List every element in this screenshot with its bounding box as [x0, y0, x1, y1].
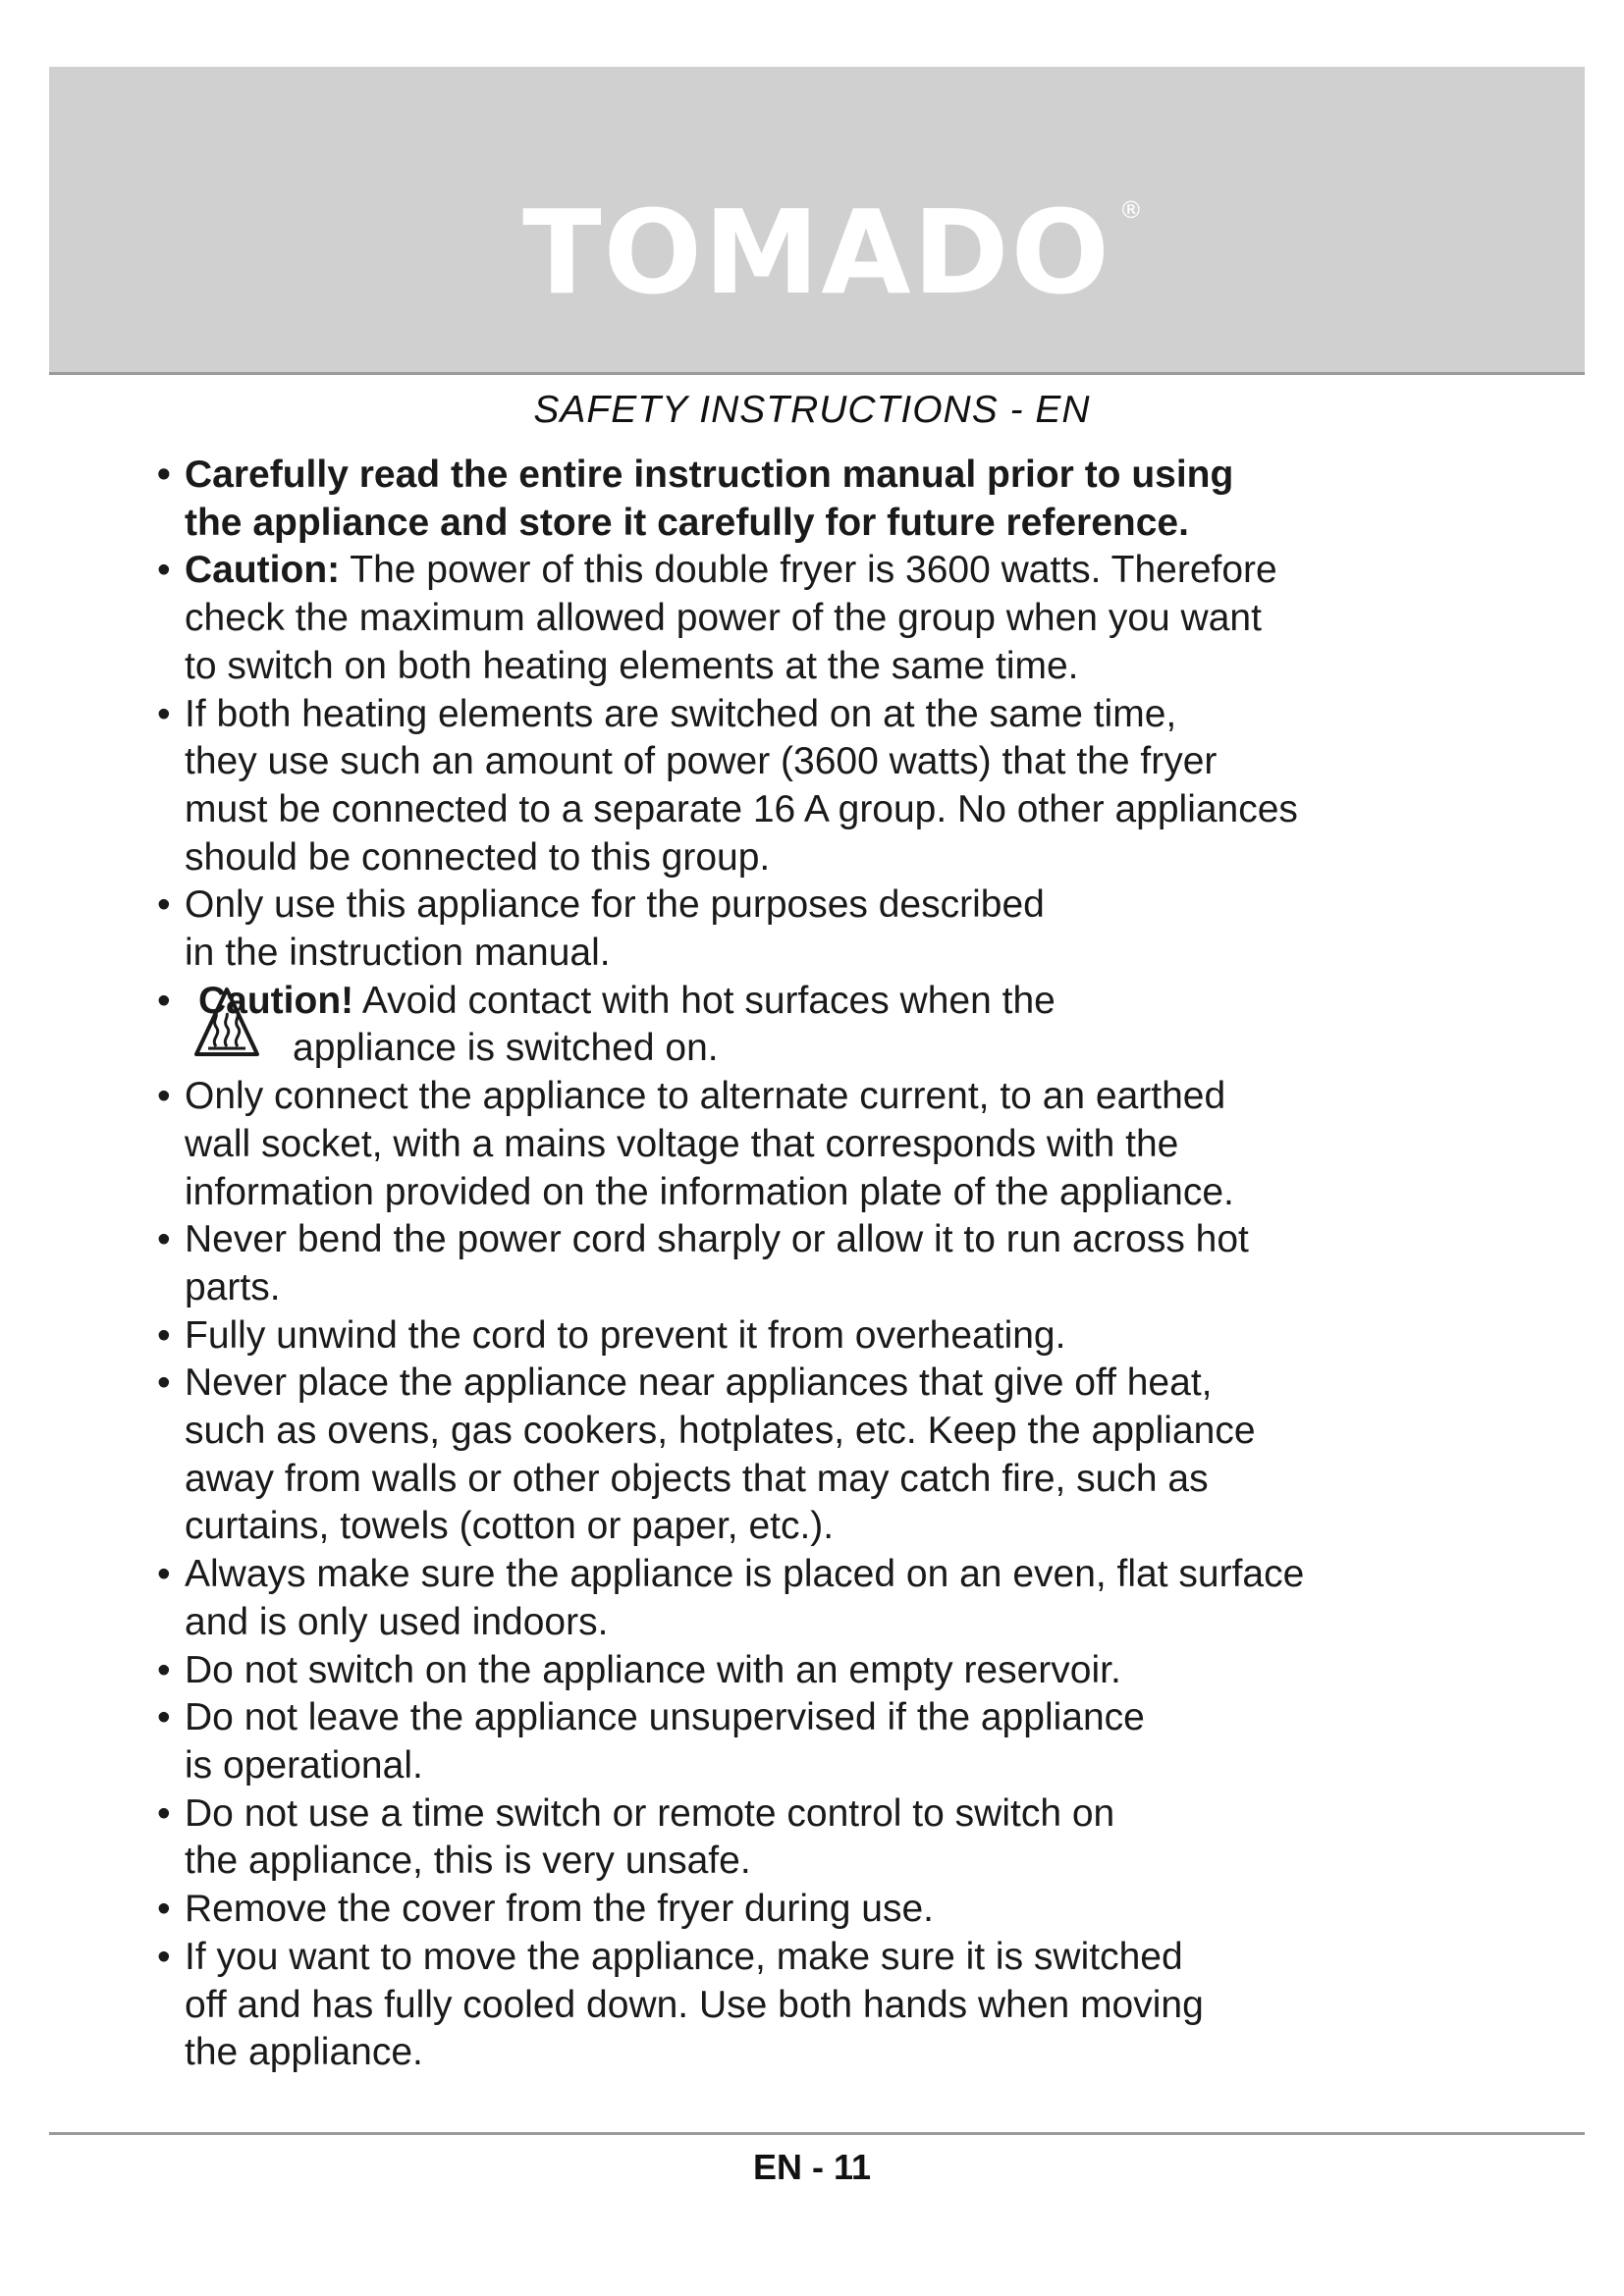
bullet: • — [157, 1696, 171, 1739]
list-item — [157, 1312, 1492, 1361]
list-item — [157, 1073, 1492, 1216]
item-line: information provided on the information plate of the appliance. — [185, 1170, 1234, 1213]
list-item — [157, 1934, 1492, 2077]
item-line: is operational. — [185, 1743, 423, 1787]
bullet: • — [157, 1935, 171, 1978]
item-line: and is only used indoors. — [185, 1600, 609, 1643]
list-item — [157, 547, 1492, 690]
item-line: Only connect the appliance to alternate current, to an earthed — [185, 1075, 1226, 1118]
registered-mark: ® — [1118, 196, 1145, 224]
bullet: • — [157, 1218, 171, 1261]
bullet: • — [157, 1888, 171, 1931]
item-line: the appliance. — [185, 2031, 423, 2074]
bullet: • — [157, 1313, 171, 1357]
page-title: SAFETY INSTRUCTIONS - EN — [533, 389, 1091, 431]
page-number: EN - 11 — [752, 2147, 872, 2187]
item-line: curtains, towels (cotton or paper, etc.). — [185, 1505, 835, 1548]
safety-instructions-list — [157, 452, 1492, 2077]
item-line: should be connected to this group. — [185, 835, 771, 879]
item-line: Never place the appliance near appliances that give off heat, — [185, 1362, 1213, 1405]
item-line: check the maximum allowed power of the group when you want — [185, 597, 1262, 640]
bullet: • — [157, 1075, 171, 1118]
item-line: away from walls or other objects that may catch fire, such as — [185, 1457, 1209, 1500]
list-item — [157, 1647, 1492, 1695]
bullet: • — [157, 1362, 171, 1405]
list-item — [157, 1694, 1492, 1789]
caution-label: Caution: — [185, 549, 341, 592]
list-item — [157, 1790, 1492, 1886]
item-line: in the instruction manual. — [185, 932, 611, 975]
item-line: Only use this appliance for the purposes described — [185, 883, 1045, 927]
item-text: Avoid contact with hot surfaces when the — [353, 979, 1056, 1022]
hot-surface-warning-icon — [192, 982, 261, 1060]
list-item — [157, 1216, 1492, 1311]
bullet: • — [157, 1553, 171, 1596]
item-line — [185, 547, 1492, 595]
item-line: Do not leave the appliance unsupervised if the appliance — [185, 1696, 1145, 1739]
item-line: parts. — [185, 1265, 281, 1308]
list-item — [157, 452, 1492, 547]
item-line: appliance is switched on. — [293, 1027, 719, 1070]
list-item — [157, 1886, 1492, 1934]
item-line: If you want to move the appliance, make sure it is switched — [185, 1935, 1183, 1978]
caution-label: Caution! — [198, 979, 354, 1022]
item-line: wall socket, with a mains voltage that corresponds with the — [185, 1122, 1179, 1165]
bullet: • — [157, 979, 171, 1022]
item-line: Do not use a time switch or remote control to switch on — [185, 1791, 1115, 1835]
instructions-body — [157, 452, 1492, 2077]
item-line: such as ovens, gas cookers, hotplates, etc. Keep the appliance — [185, 1410, 1256, 1453]
item-line: the appliance and store it carefully for future reference. — [185, 501, 1189, 544]
item-line: they use such an amount of power (3600 watts) that the fryer — [185, 740, 1218, 783]
item-line: the appliance, this is very unsafe. — [185, 1840, 751, 1883]
bullet: • — [157, 1648, 171, 1691]
list-item — [157, 691, 1492, 882]
list-item — [157, 881, 1492, 977]
item-line: If both heating elements are switched on at the same time, — [185, 692, 1177, 735]
item-line — [185, 978, 1492, 1026]
bullet: • — [157, 883, 171, 927]
footer-divider — [49, 2132, 1585, 2135]
bullet: • — [157, 454, 171, 496]
header-band — [49, 67, 1585, 375]
item-line: Always make sure the appliance is placed on an even, flat surface — [185, 1553, 1305, 1596]
list-item — [157, 1360, 1492, 1551]
item-line: Do not switch on the appliance with an empty reservoir. — [185, 1648, 1121, 1691]
list-item — [157, 978, 1492, 1073]
item-line: must be connected to a separate 16 A group. No other appliances — [185, 787, 1298, 830]
bullet: • — [157, 549, 171, 592]
brand-logo — [49, 185, 1585, 320]
list-item — [157, 1551, 1492, 1646]
item-line: Remove the cover from the fryer during use. — [185, 1888, 934, 1931]
item-text: The power of this double fryer is 3600 watts. Therefore — [340, 549, 1277, 592]
item-line: Carefully read the entire instruction manual prior to using — [185, 454, 1234, 496]
brand-name: TOMADO — [522, 185, 1111, 320]
bullet: • — [157, 692, 171, 735]
item-line: Never bend the power cord sharply or allow it to run across hot — [185, 1218, 1249, 1261]
bullet: • — [157, 1791, 171, 1835]
item-line: off and has fully cooled down. Use both hands when moving — [185, 1983, 1204, 2026]
item-line: Fully unwind the cord to prevent it from overheating. — [185, 1313, 1066, 1357]
item-line: to switch on both heating elements at the same time. — [185, 644, 1079, 687]
